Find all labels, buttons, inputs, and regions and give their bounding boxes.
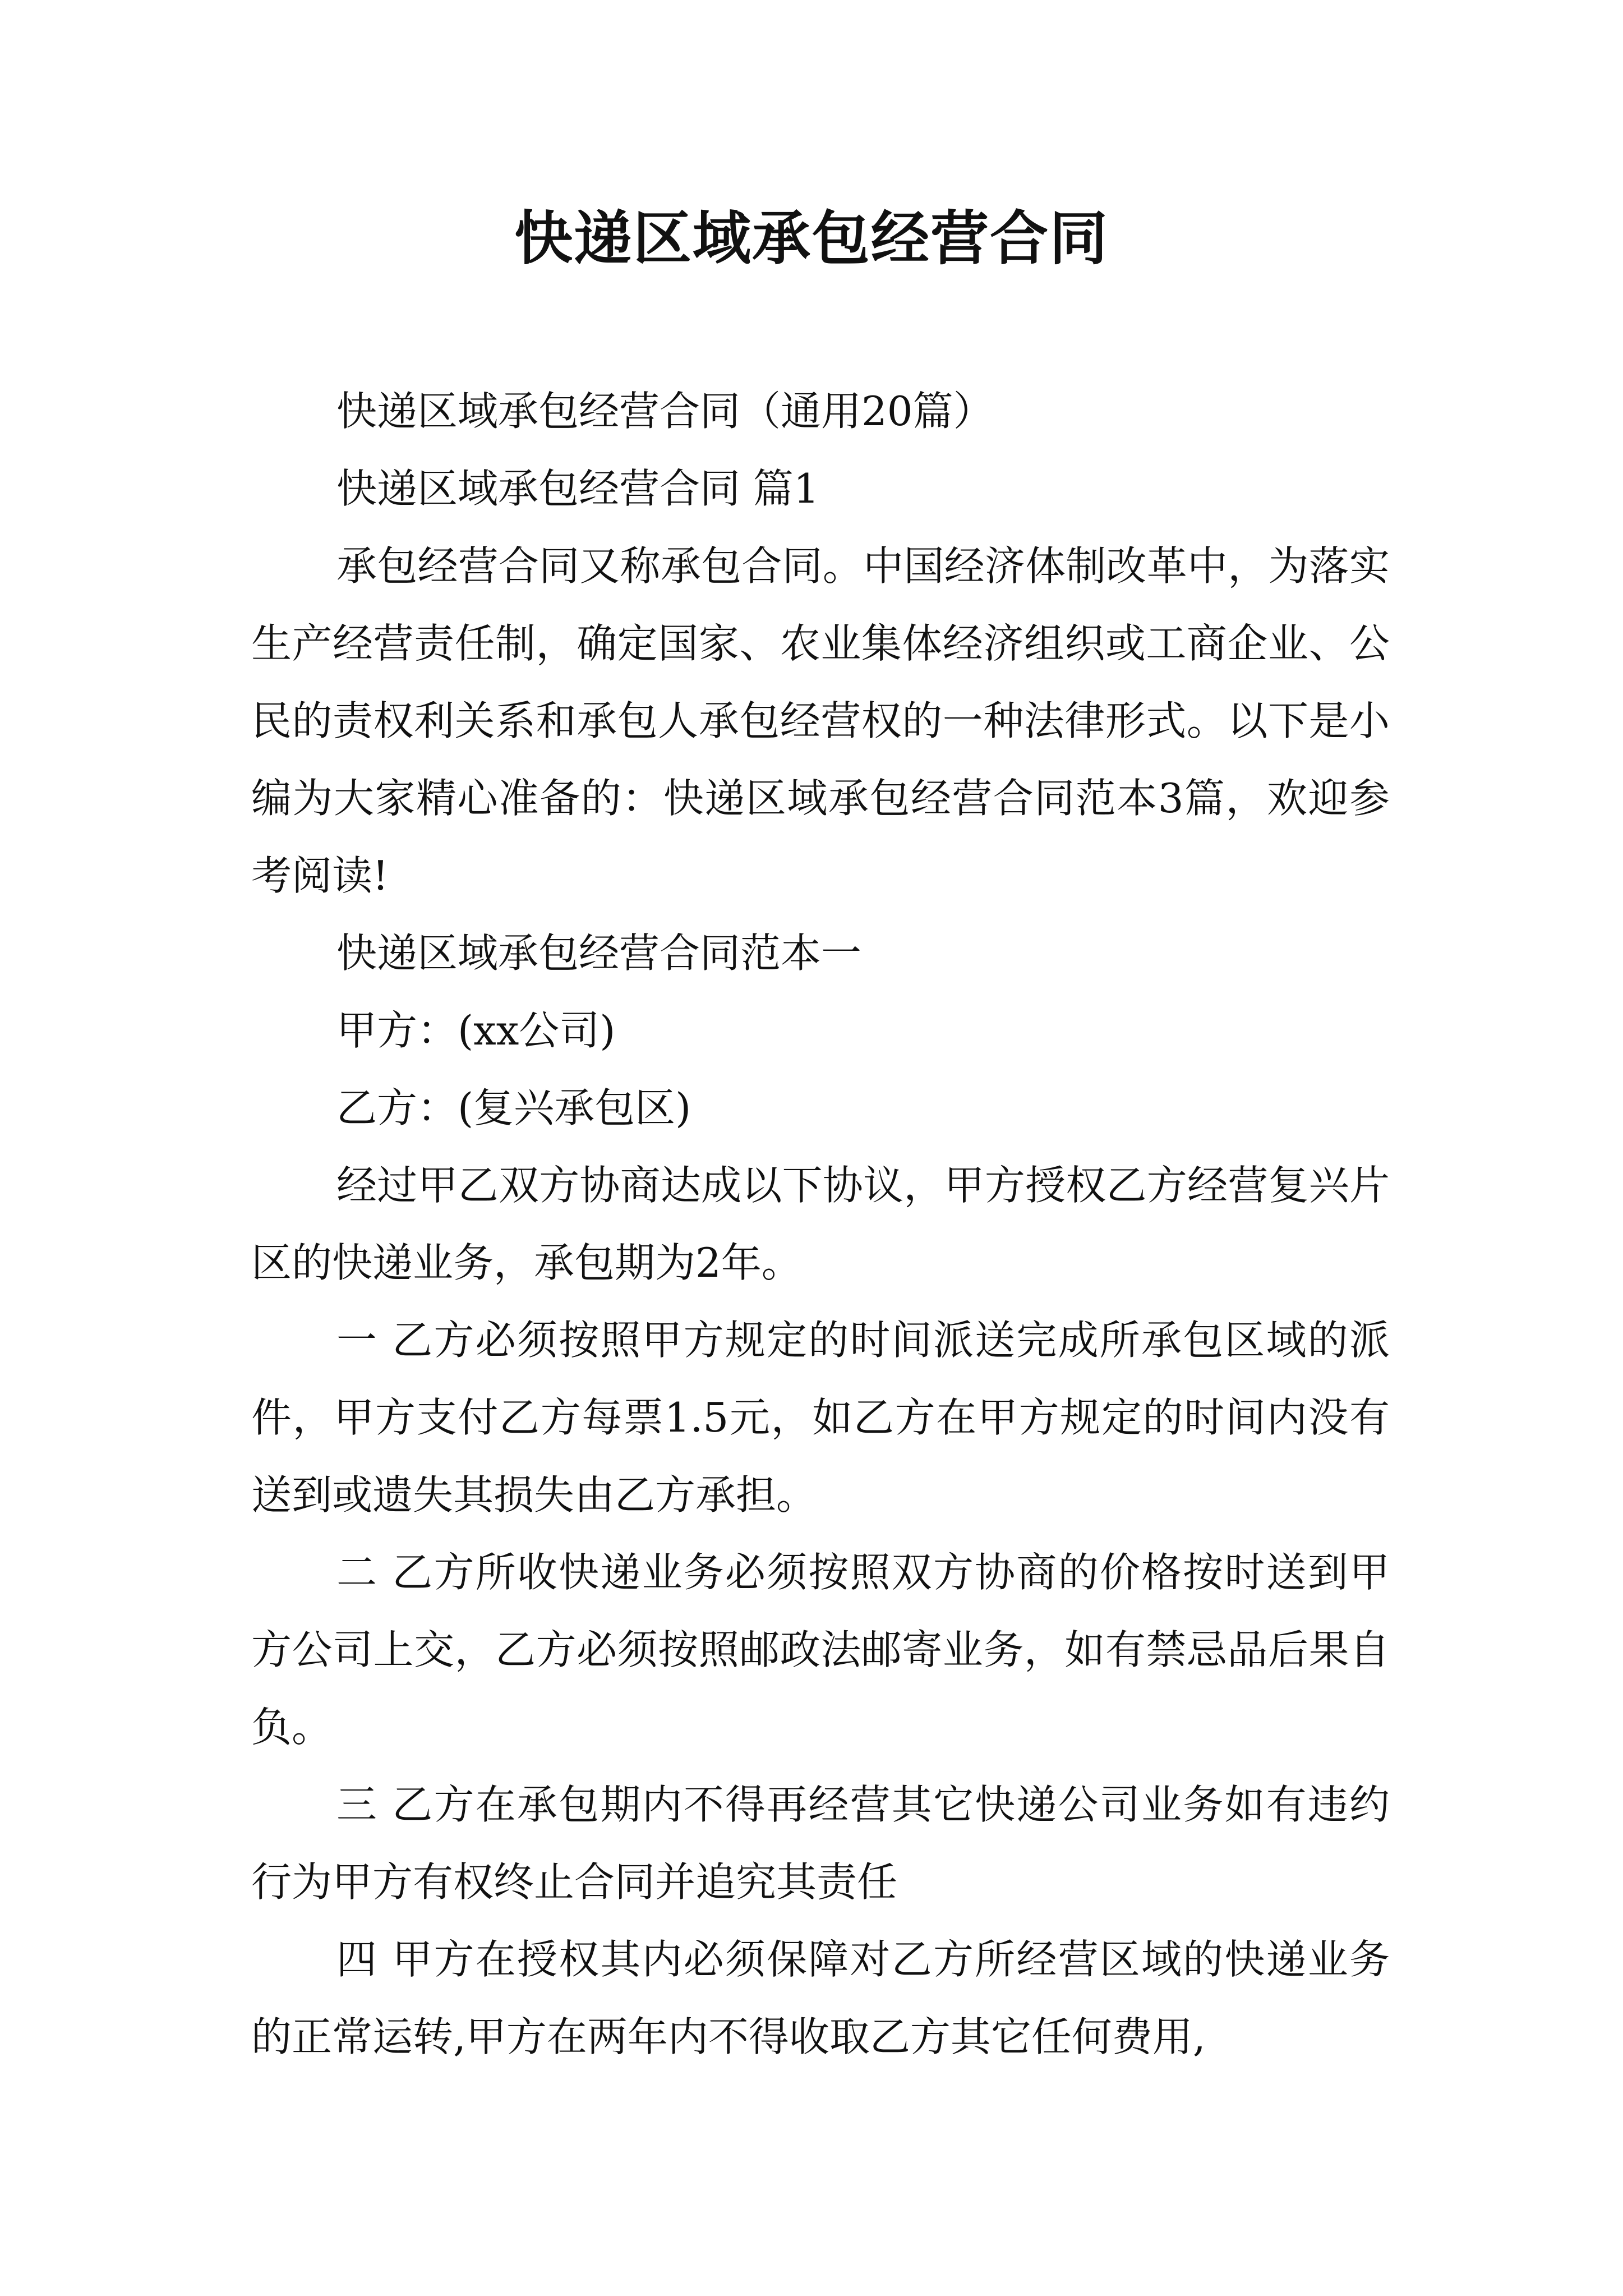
paragraph-subtitle: 快递区域承包经营合同（通用20篇） xyxy=(336,388,994,435)
document-title: 快递区域承包经营合同 xyxy=(514,204,1109,273)
document-body xyxy=(251,372,1390,2076)
paragraph-clause-4: 四 甲方在授权其内必须保障对乙方所经营区域的快递业务的正常运转,甲方在两年内不得收取乙方其它任何费用, xyxy=(251,1936,1390,2060)
paragraph-section-heading: 快递区域承包经营合同 篇1 xyxy=(336,465,819,512)
paragraph-clause-3: 三 乙方在承包期内不得再经营其它快递公司业务如有违约行为甲方有权终止合同并追究其责任 xyxy=(251,1781,1390,1906)
paragraph-clause-1: 一 乙方必须按照甲方规定的时间派送完成所承包区域的派件，甲方支付乙方每票1.5元，如乙方在甲方规定的时间内没有送到或遗失其损失由乙方承担。 xyxy=(251,1317,1390,1519)
paragraph-template-heading: 快递区域承包经营合同范本一 xyxy=(336,930,862,977)
paragraph-intro: 承包经营合同又称承包合同。中国经济体制改革中，为落实生产经营责任制，确定国家、农业集体经济组织或工商企业、公民的责权利关系和承包人承包经营权的一种法律形式。以下是小编为大家精心准备的：快递区域承包经营合同范本3篇，欢迎参考阅读! xyxy=(251,542,1390,899)
paragraph-party-a: 甲方：(xx公司) xyxy=(336,1007,616,1054)
paragraph-agreement: 经过甲乙双方协商达成以下协议，甲方授权乙方经营复兴片区的快递业务，承包期为2年。 xyxy=(251,1162,1390,1286)
paragraph-party-b: 乙方：(复兴承包区) xyxy=(336,1084,691,1131)
paragraph-clause-2: 二 乙方所收快递业务必须按照双方协商的价格按时送到甲方公司上交，乙方必须按照邮政法邮寄业务，如有禁忌品后果自负。 xyxy=(251,1549,1390,1751)
